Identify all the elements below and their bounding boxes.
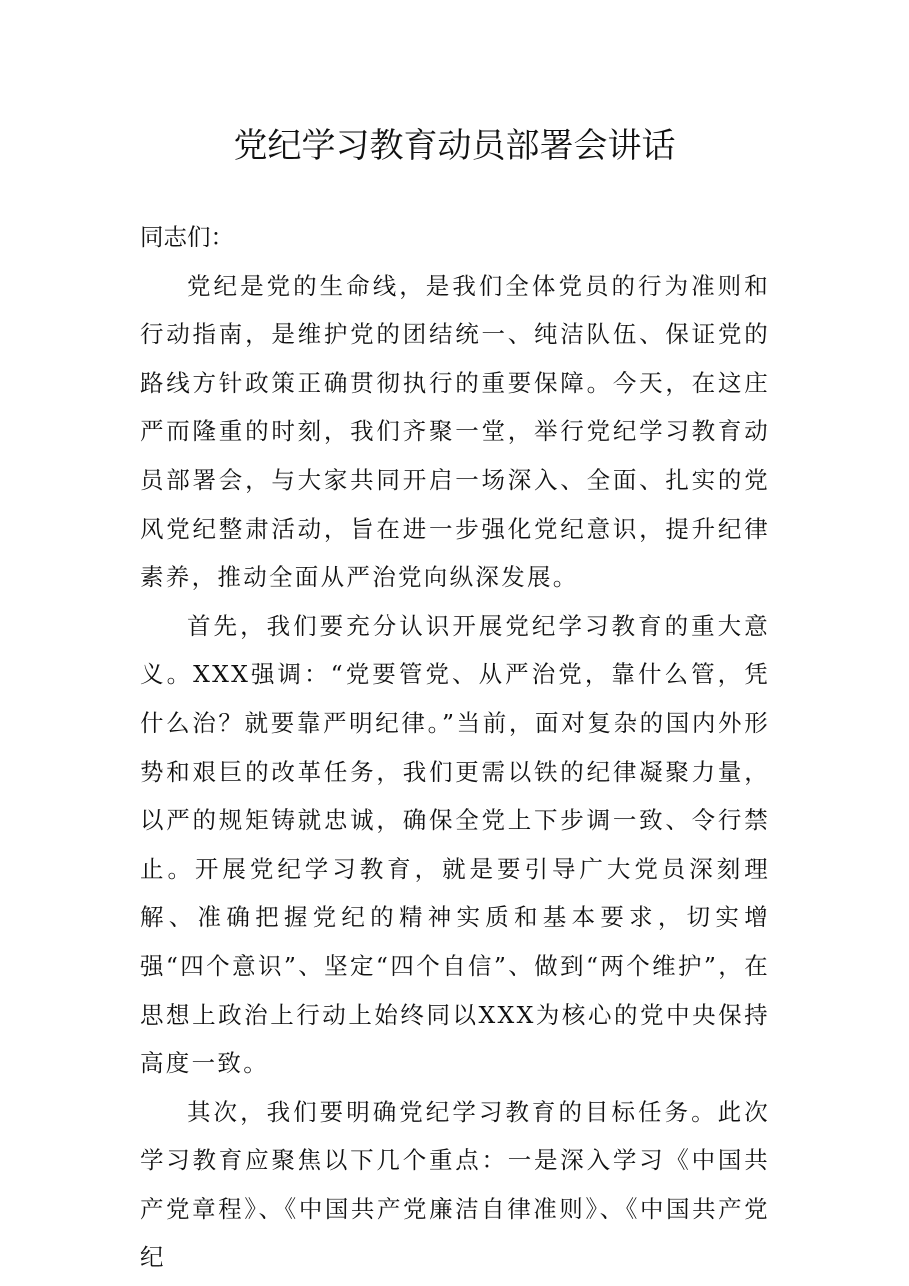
salutation: 同志们： (140, 223, 234, 251)
paragraph-1: 党纪是党的生命线，是我们全体党员的行为准则和行动指南，是维护党的团结统一、纯洁队伍、保证党的路线方针政策正确贯彻执行的重要保障。今天，在这庄严而隆重的时刻，我们齐聚一堂，举行党纪学习教育动员部署会，与大家共同开启一场深入、全面、扎实的党风党纪整肃活动，旨在进一步强化党纪意识，提升纪律素养，推动全面从严治党向纵深发展。 (140, 271, 770, 592)
paragraph-2: 首先，我们要充分认识开展党纪学习教育的重大意义。XXX强调：“党要管党、从严治党，靠什么管，凭什么治？就要靠严明纪律。”当前，面对复杂的国内外形势和艰巨的改革任务，我们更需以铁的纪律凝聚力量，以严的规矩铸就忠诚，确保全党上下步调一致、令行禁止。开展党纪学习教育，就是要引导广大党员深刻理解、准确把握党纪的精神实质和基本要求，切实增强“四个意识”、坚定“四个自信”、做到“两个维护”，在思想上政治上行动上始终同以XXX为核心的党中央保持高度一致。 (140, 611, 770, 1078)
document-body (140, 213, 770, 1282)
paragraph-3: 其次，我们要明确党纪学习教育的目标任务。此次学习教育应聚焦以下几个重点：一是深入学习《中国共产党章程》、《中国共产党廉洁自律准则》、《中国共产党纪 (140, 1097, 770, 1272)
document-title: 党纪学习教育动员部署会讲话 (233, 126, 676, 166)
